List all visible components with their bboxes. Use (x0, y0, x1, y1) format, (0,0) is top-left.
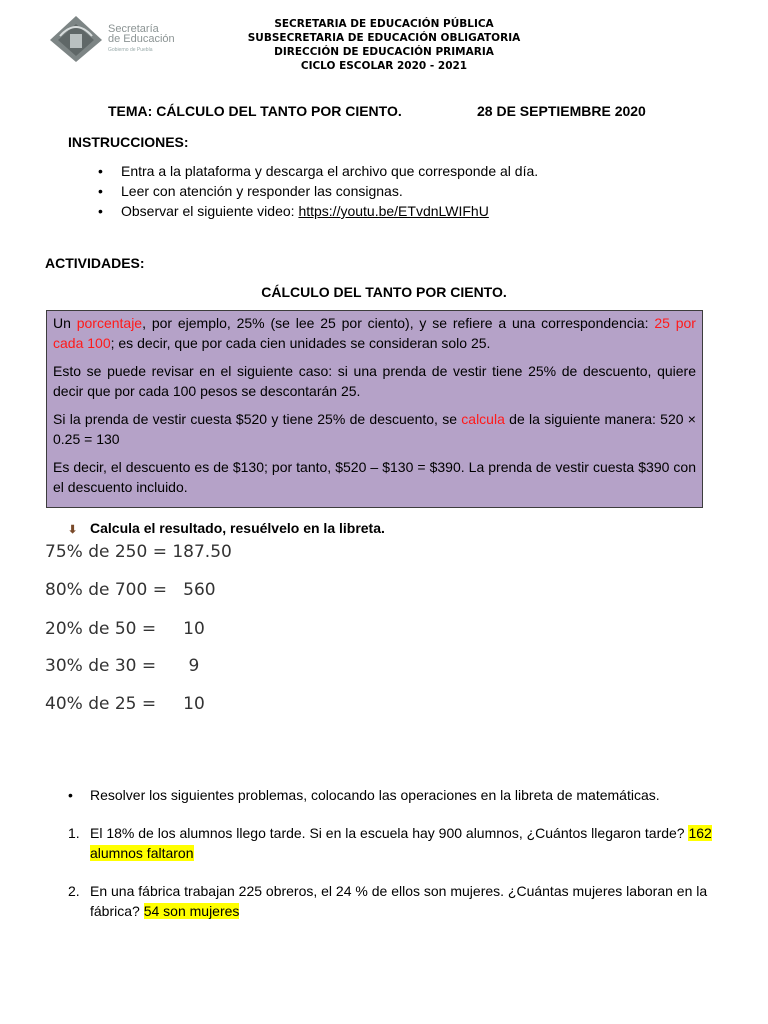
tema-title: TEMA: CÁLCULO DEL TANTO POR CIENTO. (108, 103, 402, 119)
logo-line2: de Educación (108, 33, 175, 45)
box-text: ; es decir, que por cada cien unidades se consideran solo 25. (110, 334, 491, 351)
calc-line: 75% de 250 = 187.50 (45, 542, 232, 562)
calcula-heading (68, 520, 385, 536)
down-arrow-bullet-icon: ⬇ (68, 524, 78, 536)
calc-line: 40% de 25 = 10 (45, 694, 205, 714)
actividades-subtitle: CÁLCULO DEL TANTO POR CIENTO. (261, 284, 507, 300)
document-header (200, 17, 568, 73)
problema-answer: 162 alumnos faltaron (90, 825, 712, 861)
problema-1 (68, 824, 728, 863)
explanation-box (46, 310, 703, 508)
calc-line: 20% de 50 = 10 (45, 619, 205, 639)
instruccion-prefix: Observar el siguiente video: (121, 203, 299, 219)
box-text: , por ejemplo, 25% (se lee 25 por ciento), y se refiere a una correspondencia: (142, 315, 655, 331)
problema-text (90, 882, 728, 921)
secretaria-logo (46, 10, 196, 66)
bullet-icon: • (68, 787, 73, 803)
box-highlight-red: 25 por cada 100 (53, 315, 696, 351)
logo-emblem-icon (46, 10, 106, 62)
calc-line: 30% de 30 = 9 (45, 656, 200, 676)
box-highlight-red: porcentaje (76, 315, 143, 331)
resolver-text: Resolver los siguientes problemas, colocando las operaciones en la libreta de matemáticas. (90, 787, 660, 803)
instruccion-item (94, 201, 538, 221)
calcula-heading-text: Calcula el resultado, resuélvelo en la libreta. (90, 520, 385, 536)
video-link[interactable]: https://youtu.be/ETvdnLWIFhU (298, 203, 489, 219)
header-line3: DIRECCIÓN DE EDUCACIÓN PRIMARIA (274, 46, 494, 58)
box-paragraph-1 (53, 314, 696, 353)
problema-number: 1. (68, 825, 80, 841)
calc-line: 80% de 700 = 560 (45, 580, 216, 600)
box-paragraph-4: Es decir, el descuento es de $130; por tanto, $520 – $130 = $390. La prenda de vestir cuesta $390 con el descuento incluido. (53, 459, 696, 495)
logo-text (108, 24, 175, 55)
box-text: de la siguiente manera: 520 × 0.25 = 130 (53, 411, 696, 447)
problema-text (90, 824, 728, 863)
actividades-title: ACTIVIDADES: (45, 255, 145, 271)
problema-2 (68, 882, 728, 921)
box-highlight-red: calcula (461, 411, 505, 427)
header-line1: SECRETARIA DE EDUCACIÓN PÚBLICA (274, 18, 494, 30)
header-line2: SUBSECRETARIA DE EDUCACIÓN OBLIGATORIA (247, 32, 521, 44)
problema-question: En una fábrica trabajan 225 obreros, el 24 % de ellos son mujeres. ¿Cuántas mujeres laboran en la fábrica? (90, 883, 708, 919)
fecha: 28 DE SEPTIEMBRE 2020 (477, 103, 646, 119)
instrucciones-list (94, 161, 538, 221)
box-paragraph-3 (53, 410, 696, 449)
box-text: Un (53, 315, 77, 331)
instruccion-item: • Entra a la plataforma y descarga el archivo que corresponde al día. (94, 161, 538, 181)
problema-answer: 54 son mujeres (143, 902, 240, 919)
problema-number: 2. (68, 883, 80, 899)
problema-question: El 18% de los alumnos llego tarde. Si en la escuela hay 900 alumnos, ¿Cuántos llegaron tarde? (90, 825, 689, 841)
box-text: Si la prenda de vestir cuesta $520 y tiene 25% de descuento, se (53, 411, 462, 427)
instrucciones-title: INSTRUCCIONES: (68, 134, 189, 150)
resolver-instruction (68, 787, 660, 803)
box-paragraph-2: Esto se puede revisar en el siguiente caso: si una prenda de vestir tiene 25% de descuento, quiere decir que por cada 100 pesos se descontarán 25. (53, 363, 696, 399)
logo-line3: Gobierno de Puebla (108, 47, 153, 53)
header-line4: CICLO ESCOLAR 2020 - 2021 (300, 60, 468, 72)
instruccion-item: • Leer con atención y responder las consignas. (94, 181, 538, 201)
logo-line1: Secretaría (108, 23, 159, 35)
